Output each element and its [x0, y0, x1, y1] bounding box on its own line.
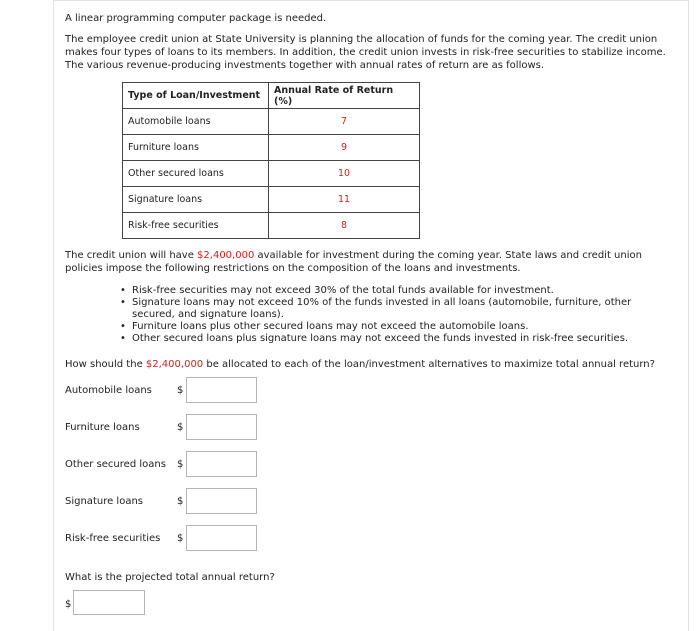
currency-symbol: $: [65, 599, 72, 610]
automobile-input[interactable]: [186, 377, 257, 403]
restrictions-list: [117, 285, 672, 345]
row-rate: 7: [269, 109, 420, 135]
bullet-icon: •: [120, 333, 126, 344]
funds-amount: $2,400,000: [197, 250, 255, 261]
risk-free-input[interactable]: [186, 525, 257, 551]
total-return-input[interactable]: [73, 590, 145, 615]
row-rate: 8: [269, 213, 420, 239]
table-row: [123, 213, 420, 239]
other-secured-row: [65, 451, 265, 477]
intro-line: A linear programming computer package is needed.: [65, 13, 327, 24]
risk-free-row: [65, 525, 265, 551]
table-row: [123, 187, 420, 213]
furniture-row: [65, 414, 265, 440]
other-secured-input[interactable]: [186, 451, 257, 477]
list-item: • Signature loans may not exceed 10% of the funds invested in all loans (automobile, furniture, other secured, and signature loans).: [120, 297, 632, 320]
row-type: Risk-free securities: [123, 213, 269, 239]
allocation-question: How should the $2,400,000 be allocated to each of the loan/investment alternatives to maximize total annual return?: [65, 359, 655, 370]
furniture-label: Furniture loans: [65, 422, 140, 433]
funds-paragraph: The credit union will have $2,400,000 available for investment during the coming year. State laws and credit union policies impose the following restrictions on the composition of the loans and investments.: [65, 250, 642, 274]
signature-label: Signature loans: [65, 496, 143, 507]
row-type: Automobile loans: [123, 109, 269, 135]
row-rate: 10: [269, 161, 420, 187]
automobile-label: Automobile loans: [65, 385, 152, 396]
automobile-row: [65, 377, 265, 403]
signature-input[interactable]: [186, 488, 257, 514]
table-header-row: [123, 83, 420, 109]
bullet-icon: •: [120, 285, 126, 296]
total-row: [65, 590, 155, 616]
header-type: Type of Loan/Investment: [123, 83, 269, 109]
bullet-icon: •: [120, 297, 126, 308]
signature-row: [65, 488, 265, 514]
table-row: [123, 109, 420, 135]
intro-paragraph: The employee credit union at State University is planning the allocation of funds for the coming year. The credit union makes four types of loans to its members. In addition, the credit union invests in risk-free securities to stabilize income. The various revenue-producing investments together with annual rates of return are as follows.: [65, 34, 666, 71]
rates-table: [122, 82, 420, 239]
row-rate: 11: [269, 187, 420, 213]
row-type: Other secured loans: [123, 161, 269, 187]
currency-symbol: $: [177, 422, 184, 433]
list-item: • Other secured loans plus signature loans may not exceed the funds invested in risk-free securities.: [120, 333, 629, 344]
list-item: • Risk-free securities may not exceed 30% of the total funds available for investment.: [120, 285, 554, 296]
header-rate: Annual Rate of Return (%): [269, 83, 420, 109]
currency-symbol: $: [177, 496, 184, 507]
row-type: Signature loans: [123, 187, 269, 213]
other-secured-label: Other secured loans: [65, 459, 166, 470]
table-row: [123, 161, 420, 187]
risk-free-label: Risk-free securities: [65, 533, 161, 544]
currency-symbol: $: [177, 459, 184, 470]
total-question: What is the projected total annual return?: [65, 572, 275, 583]
question-amount: $2,400,000: [145, 359, 204, 370]
currency-symbol: $: [177, 533, 184, 544]
row-rate: 9: [269, 135, 420, 161]
list-item: • Furniture loans plus other secured loans may not exceed the automobile loans.: [120, 321, 529, 332]
bullet-icon: •: [120, 321, 126, 332]
row-type: Furniture loans: [123, 135, 269, 161]
currency-symbol: $: [177, 385, 184, 396]
furniture-input[interactable]: [186, 414, 257, 440]
table-row: [123, 135, 420, 161]
